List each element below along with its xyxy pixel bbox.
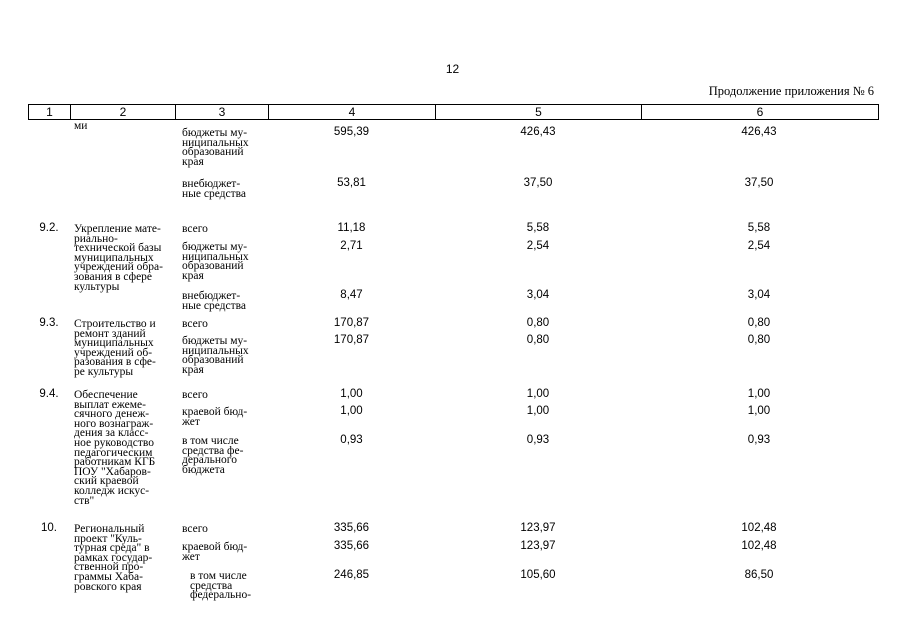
cell-col5: 426,43 bbox=[520, 126, 556, 138]
row-line-label: всего bbox=[182, 523, 208, 535]
cell-col5: 2,54 bbox=[526, 240, 550, 252]
row-line-label: всего bbox=[182, 389, 208, 401]
cell-col6: 37,50 bbox=[744, 177, 774, 189]
header-col-2: 2 bbox=[71, 105, 176, 119]
cell-col4: 335,66 bbox=[333, 540, 370, 552]
header-col-3: 3 bbox=[176, 105, 269, 119]
cell-col5: 105,60 bbox=[520, 569, 556, 581]
cell-col4: 0,93 bbox=[340, 434, 363, 446]
cell-col6: 1,00 bbox=[747, 388, 771, 400]
cell-col6: 3,04 bbox=[747, 289, 771, 301]
cell-col6: 102,48 bbox=[741, 522, 777, 534]
cell-col4: 595,39 bbox=[333, 126, 370, 138]
cell-col6: 0,80 bbox=[747, 317, 771, 329]
cell-col5: 0,93 bbox=[526, 434, 550, 446]
cell-col5: 3,04 bbox=[526, 289, 550, 301]
cell-col4: 335,66 bbox=[333, 522, 370, 534]
row-name: Обеспечение выплат ежеме- сячного денеж- ного вознаграж- дения за класс- ное руководство педагогическим работникам КГБ ПОУ "Хабаров- ский краевой колледж искус- ств" bbox=[74, 389, 156, 507]
cell-col6: 0,80 bbox=[747, 334, 771, 346]
cell-col6: 86,50 bbox=[744, 569, 774, 581]
cell-col5: 1,00 bbox=[526, 388, 550, 400]
header-col-1: 1 bbox=[29, 105, 71, 119]
cell-col4: 11,18 bbox=[337, 222, 366, 234]
cell-col4: 1,00 bbox=[340, 388, 363, 400]
cell-col6: 426,43 bbox=[741, 126, 777, 138]
row-code: 9.4. bbox=[39, 388, 59, 400]
row-line-label: всего bbox=[182, 223, 208, 235]
row-code: 9.2. bbox=[39, 222, 59, 234]
row-line-label: в том числе средства федерально- bbox=[190, 570, 252, 602]
continuation-caption: Продолжение приложения № 6 bbox=[708, 84, 874, 98]
cell-col5: 1,00 bbox=[526, 405, 550, 417]
row-line-label: бюджеты му- ниципальных образований края bbox=[182, 335, 249, 376]
row-line-label: внебюджет- ные средства bbox=[182, 178, 247, 200]
cell-col5: 0,80 bbox=[526, 334, 550, 346]
row-line-label: бюджеты му- ниципальных образований края bbox=[182, 127, 249, 168]
cell-col4: 2,71 bbox=[340, 240, 363, 252]
cell-col5: 0,80 bbox=[526, 317, 550, 329]
cell-col5: 37,50 bbox=[523, 177, 553, 189]
header-col-4: 4 bbox=[269, 105, 436, 119]
cell-col4: 53,81 bbox=[337, 177, 366, 189]
cell-col6: 102,48 bbox=[741, 540, 777, 552]
row-line-label: внебюджет- ные средства bbox=[182, 290, 247, 312]
header-col-5: 5 bbox=[436, 105, 642, 119]
cell-col4: 170,87 bbox=[333, 334, 370, 346]
cell-col6: 2,54 bbox=[747, 240, 771, 252]
cell-col5: 123,97 bbox=[520, 522, 556, 534]
row-code: 10. bbox=[41, 522, 57, 534]
row-line-label: всего bbox=[182, 318, 208, 330]
cell-col5: 5,58 bbox=[526, 222, 550, 234]
cell-col4: 170,87 bbox=[333, 317, 370, 329]
row-name: Укрепление мате- риально- технической базы муниципальных учреждений обра- зования в сфере культуры bbox=[74, 223, 163, 293]
row-name: Строительство и ремонт зданий муниципальных учреждений об- разования в сфе- ре культуры bbox=[74, 318, 156, 378]
cell-col4: 8,47 bbox=[340, 289, 363, 301]
row-name: ми bbox=[74, 120, 88, 132]
row-line-label: в том числе средства фе- дерального бюджета bbox=[182, 435, 244, 476]
row-name: Региональный проект "Куль- турная среда" в рамках государ- ственной про- граммы Хаба- ровского края bbox=[74, 523, 153, 593]
header-col-6: 6 bbox=[756, 105, 764, 119]
row-line-label: краевой бюд- жет bbox=[182, 406, 248, 428]
page-number: 12 bbox=[445, 62, 460, 76]
cell-col4: 1,00 bbox=[340, 405, 363, 417]
cell-col4: 246,85 bbox=[333, 569, 370, 581]
row-code: 9.3. bbox=[39, 317, 59, 329]
row-line-label: краевой бюд- жет bbox=[182, 541, 248, 563]
cell-col6: 0,93 bbox=[747, 434, 771, 446]
table-header bbox=[28, 104, 879, 120]
row-line-label: бюджеты му- ниципальных образований края bbox=[182, 241, 249, 282]
cell-col6: 1,00 bbox=[747, 405, 771, 417]
cell-col5: 123,97 bbox=[520, 540, 556, 552]
cell-col6: 5,58 bbox=[747, 222, 771, 234]
